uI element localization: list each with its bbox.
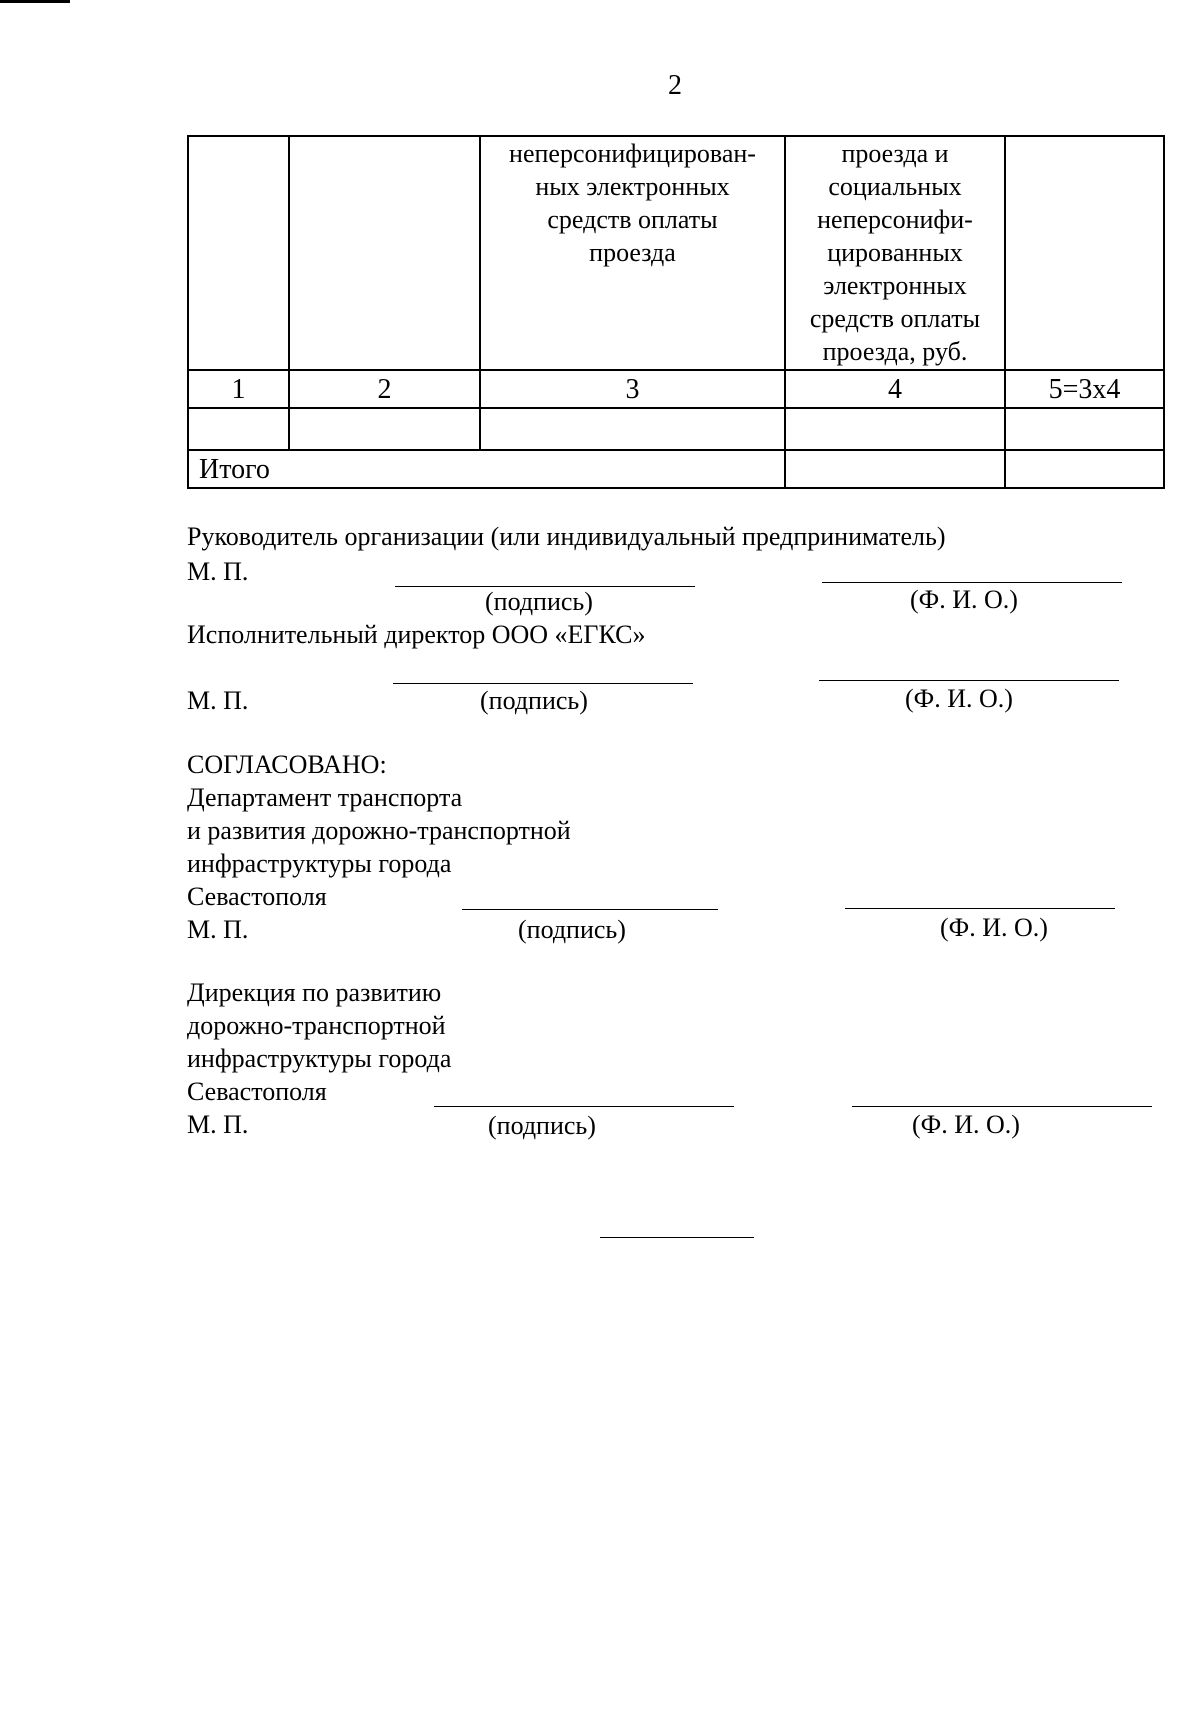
head-title: Руководитель организации (или индивидуальный предприниматель) <box>187 522 946 551</box>
page-number: 2 <box>668 70 682 101</box>
report-table <box>187 135 1165 489</box>
dept-line: и развития дорожно-транспортной <box>187 816 571 845</box>
end-rule <box>600 1237 754 1238</box>
directorate-mp: М. П. <box>187 1110 249 1139</box>
empty-cell <box>480 408 785 450</box>
dept-line: Департамент транспорта <box>187 783 463 812</box>
header-cell-4-line: неперсонифи- <box>817 205 973 234</box>
header-cell-3-line: ных электронных <box>535 172 730 201</box>
total-row <box>188 450 1164 488</box>
dept-line: инфраструктуры города <box>187 849 452 878</box>
head-name-caption: (Ф. И. О.) <box>910 585 1018 614</box>
dept-signature-line <box>462 909 718 910</box>
header-cell-4-line: проезда и <box>841 139 949 168</box>
empty-cell <box>188 408 289 450</box>
head-signature-caption: (подпись) <box>485 587 593 616</box>
directorate-name-caption: (Ф. И. О.) <box>912 1110 1020 1139</box>
header-cell-4-line: проезда, руб. <box>822 337 968 366</box>
director-name-line <box>819 680 1119 681</box>
dept-mp: М. П. <box>187 915 249 944</box>
header-cell-4-line: средств оплаты <box>809 304 981 333</box>
directorate-name-line <box>852 1106 1152 1107</box>
column-number-cell: 2 <box>289 370 480 408</box>
header-cell-2 <box>289 136 480 370</box>
director-mp: М. П. <box>187 686 249 715</box>
agreed-heading: СОГЛАСОВАНО: <box>187 750 387 779</box>
header-cell-4-line: социальных <box>828 172 962 201</box>
header-cell-3-line: средств оплаты <box>547 205 718 234</box>
column-number-cell: 4 <box>785 370 1005 408</box>
directorate-line: Севастополя <box>187 1077 327 1106</box>
directorate-signature-line <box>434 1106 734 1107</box>
corner-mark <box>0 0 70 3</box>
director-signature-caption: (подпись) <box>480 686 588 715</box>
column-number-row <box>188 370 1164 408</box>
dept-name-caption: (Ф. И. О.) <box>940 913 1048 942</box>
header-cell-5 <box>1005 136 1164 370</box>
head-name-line <box>822 582 1122 583</box>
dept-signature-caption: (подпись) <box>518 915 626 944</box>
total-value-cell <box>785 450 1005 488</box>
total-label: Итого <box>188 450 785 488</box>
column-number-cell: 5=3x4 <box>1005 370 1164 408</box>
director-signature-line <box>393 683 693 684</box>
dept-name-line <box>845 908 1115 909</box>
director-name-caption: (Ф. И. О.) <box>905 684 1013 713</box>
directorate-line: дорожно-транспортной <box>187 1011 446 1040</box>
header-cell-3-line: проезда <box>589 238 676 267</box>
directorate-line: Дирекция по развитию <box>187 978 442 1007</box>
column-number-cell: 3 <box>480 370 785 408</box>
directorate-line: инфраструктуры города <box>187 1044 452 1073</box>
header-cell-4-line: цированных <box>827 238 963 267</box>
empty-cell <box>1005 408 1164 450</box>
directorate-signature-caption: (подпись) <box>488 1111 596 1140</box>
dept-line: Севастополя <box>187 882 327 911</box>
empty-cell <box>785 408 1005 450</box>
header-cell-3 <box>480 136 785 370</box>
header-cell-4 <box>785 136 1005 370</box>
head-mp: М. П. <box>187 557 249 586</box>
director-title: Исполнительный директор ООО «ЕГКС» <box>187 620 646 649</box>
table-header-row <box>188 136 1164 370</box>
header-cell-4-line: электронных <box>823 271 967 300</box>
column-number-cell: 1 <box>188 370 289 408</box>
header-cell-3-line: неперсонифицирован- <box>509 139 756 168</box>
header-cell-1 <box>188 136 289 370</box>
empty-cell <box>289 408 480 450</box>
total-value-cell <box>1005 450 1164 488</box>
empty-data-row <box>188 408 1164 450</box>
